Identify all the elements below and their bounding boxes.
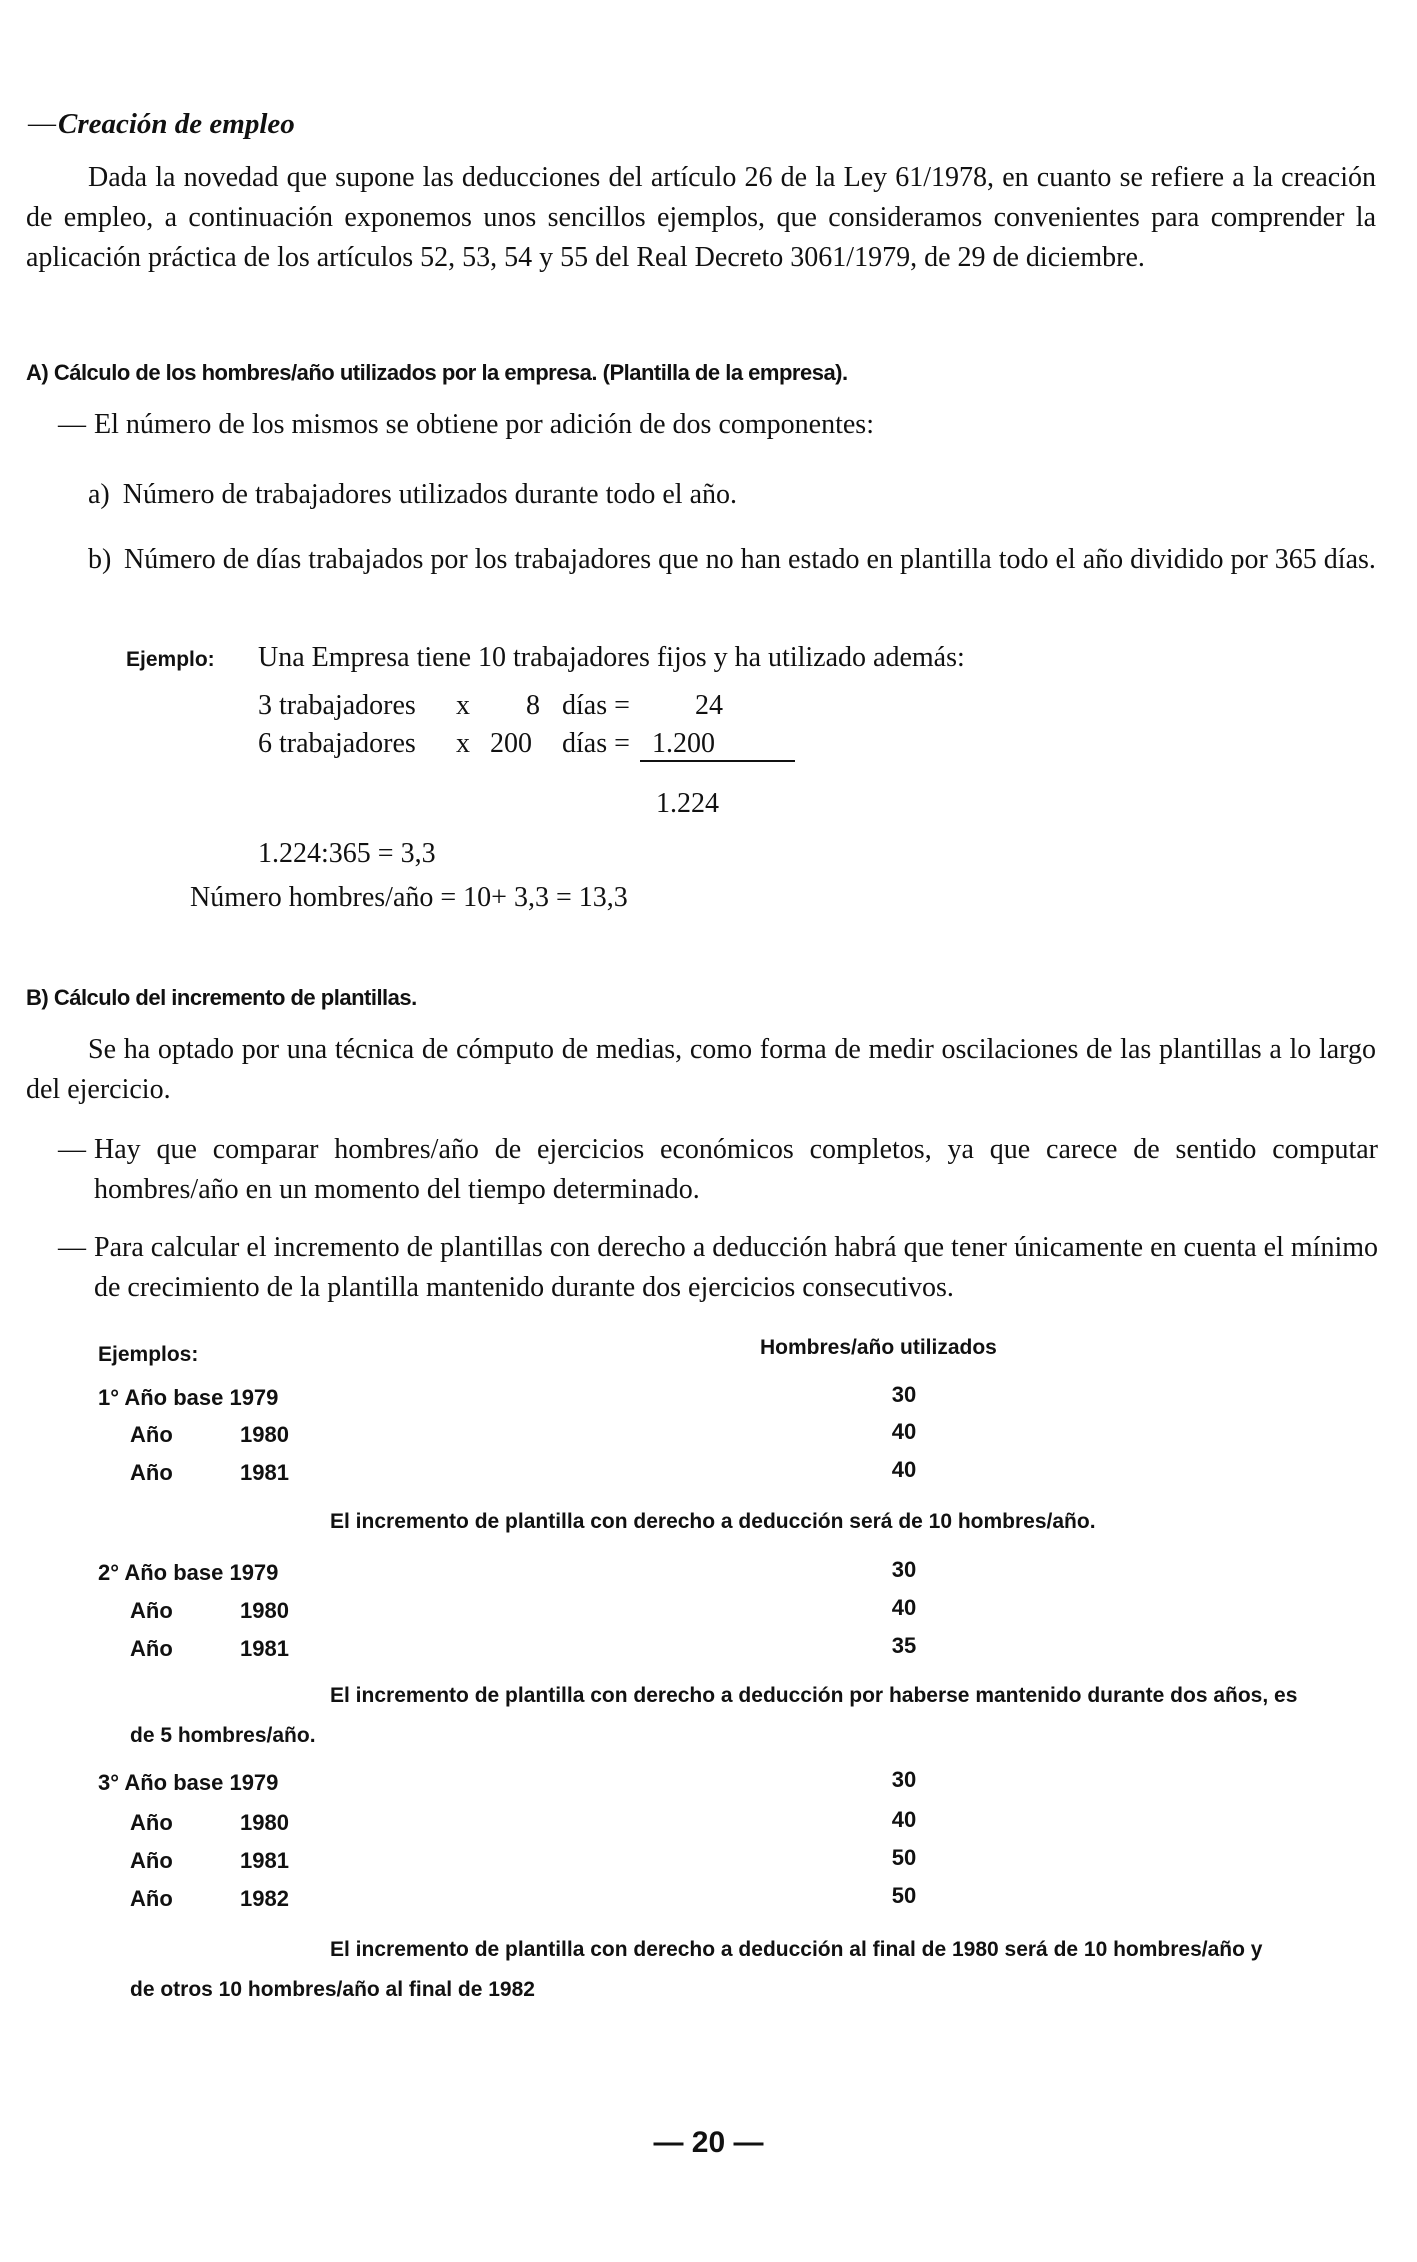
table-year: 1980: [240, 1422, 289, 1447]
example-note-continued: de 5 hombres/año.: [130, 1724, 316, 1747]
table-year: 1980: [240, 1598, 289, 1623]
table-value: 50: [891, 1883, 917, 1908]
table-value: 40: [891, 1457, 917, 1482]
example-note: El incremento de plantilla con derecho a deducción al final de 1980 será de 10 hombres/año y: [330, 1938, 1263, 1961]
table-row: Año: [130, 1636, 173, 1661]
table-value: 40: [891, 1807, 917, 1832]
table-value: 30: [891, 1767, 917, 1792]
example-note: El incremento de plantilla con derecho a deducción será de 10 hombres/año.: [330, 1510, 1096, 1533]
section-b-title: B) Cálculo del incremento de plantillas.: [26, 985, 417, 1010]
list-item-a-text: Número de trabajadores utilizados durante todo el año.: [122, 479, 738, 510]
calc-row2-result: 1.200: [652, 728, 715, 759]
table-row: 2° Año base 1979: [98, 1560, 279, 1585]
table-row: Año: [130, 1886, 173, 1911]
section-b-bullet-1: [58, 1130, 1378, 1210]
bullet-dash: —: [58, 1232, 86, 1263]
example-intro: Una Empresa tiene 10 trabajadores fijos y ha utilizado además:: [258, 642, 965, 673]
calc-row1-workers: 3 trabajadores: [258, 690, 416, 721]
section-b-bullet-2: [58, 1228, 1378, 1308]
bullet-dash: —: [58, 1134, 86, 1165]
table-value: 40: [891, 1595, 917, 1620]
table-value: 35: [891, 1633, 917, 1658]
table-year: 1981: [240, 1636, 289, 1661]
table-row: Año: [130, 1810, 173, 1835]
list-item-b-text: Número de días trabajados por los trabajadores que no han estado en plantilla todo el año dividido por 365 días.: [124, 544, 1376, 575]
table-row: 3° Año base 1979: [98, 1770, 279, 1795]
table-row: Año: [130, 1422, 173, 1447]
section-a-bullet-text: El número de los mismos se obtiene por adición de dos componentes:: [94, 409, 874, 440]
table-row: 1° Año base 1979: [98, 1385, 279, 1410]
calc-row1-x: x: [456, 690, 470, 721]
table-value: 50: [891, 1845, 917, 1870]
table-row: Año: [130, 1598, 173, 1623]
list-item-a-label: a): [88, 479, 110, 510]
sum-underline: [640, 760, 795, 762]
table-year: 1981: [240, 1460, 289, 1485]
example-note-continued: de otros 10 hombres/año al final de 1982: [130, 1978, 535, 2001]
section-b-bullet-1-text: Hay que comparar hombres/año de ejercicios económicos completos, ya que carece de sentido computar hombres/año en un momento del tiempo determinado.: [94, 1134, 1378, 1205]
intro-paragraph: Dada la novedad que supone las deducciones del artículo 26 de la Ley 61/1978, en cuanto se refiere a la creación de empleo, a continuación exponemos unos sencillos ejemplos, que consideramos convenientes para comprender la aplicación práctica de los artículos 52, 53, 54 y 55 del Real Decreto 3061/1979, de 29 de diciembre.: [26, 162, 1376, 273]
calc-row2-workers: 6 trabajadores: [258, 728, 416, 759]
table-row: Año: [130, 1848, 173, 1873]
table-row: Año: [130, 1460, 173, 1485]
column-header: Hombres/año utilizados: [760, 1336, 997, 1359]
calc-row1-days: 8: [526, 690, 540, 721]
section-a-title: A) Cálculo de los hombres/año utilizados por la empresa. (Plantilla de la empresa).: [26, 360, 848, 385]
calc-division: 1.224:365 = 3,3: [258, 838, 436, 869]
calc-row2-x: x: [456, 728, 470, 759]
calc-total: Número hombres/año = 10+ 3,3 = 13,3: [190, 882, 628, 913]
table-year: 1980: [240, 1810, 289, 1835]
calc-row1-unit: días =: [562, 690, 630, 721]
table-value: 40: [891, 1419, 917, 1444]
calc-row2-unit: días =: [562, 728, 630, 759]
table-value: 30: [891, 1382, 917, 1407]
section-b-bullet-2-text: Para calcular el incremento de plantillas con derecho a deducción habrá que tener únicamente en cuenta el mínimo de crecimiento de la plantilla mantenido durante dos ejercicios consecutivos.: [94, 1232, 1378, 1303]
table-year: 1982: [240, 1886, 289, 1911]
header-dash: —: [28, 108, 56, 139]
section-b-paragraph: Se ha optado por una técnica de cómputo de medias, como forma de medir oscilaciones de las plantillas a lo largo del ejercicio.: [26, 1034, 1376, 1105]
table-year: 1981: [240, 1848, 289, 1873]
examples-label: Ejemplos:: [98, 1343, 199, 1366]
example-note: El incremento de plantilla con derecho a deducción por haberse mantenido durante dos años, es: [330, 1684, 1298, 1707]
list-item-a: [88, 475, 1378, 515]
bullet-dash: —: [58, 409, 86, 440]
example-label: Ejemplo:: [126, 648, 215, 671]
calc-row2-days: 200: [490, 728, 532, 759]
calc-sum: 1.224: [656, 788, 719, 819]
table-value: 30: [891, 1557, 917, 1582]
calc-row1-result: 24: [695, 690, 723, 721]
page-number: — 20 —: [653, 2126, 764, 2159]
list-item-b-label: b): [88, 544, 112, 575]
section-a-bullet: [58, 405, 1378, 445]
section-heading-creacion: Creación de empleo: [58, 108, 295, 140]
